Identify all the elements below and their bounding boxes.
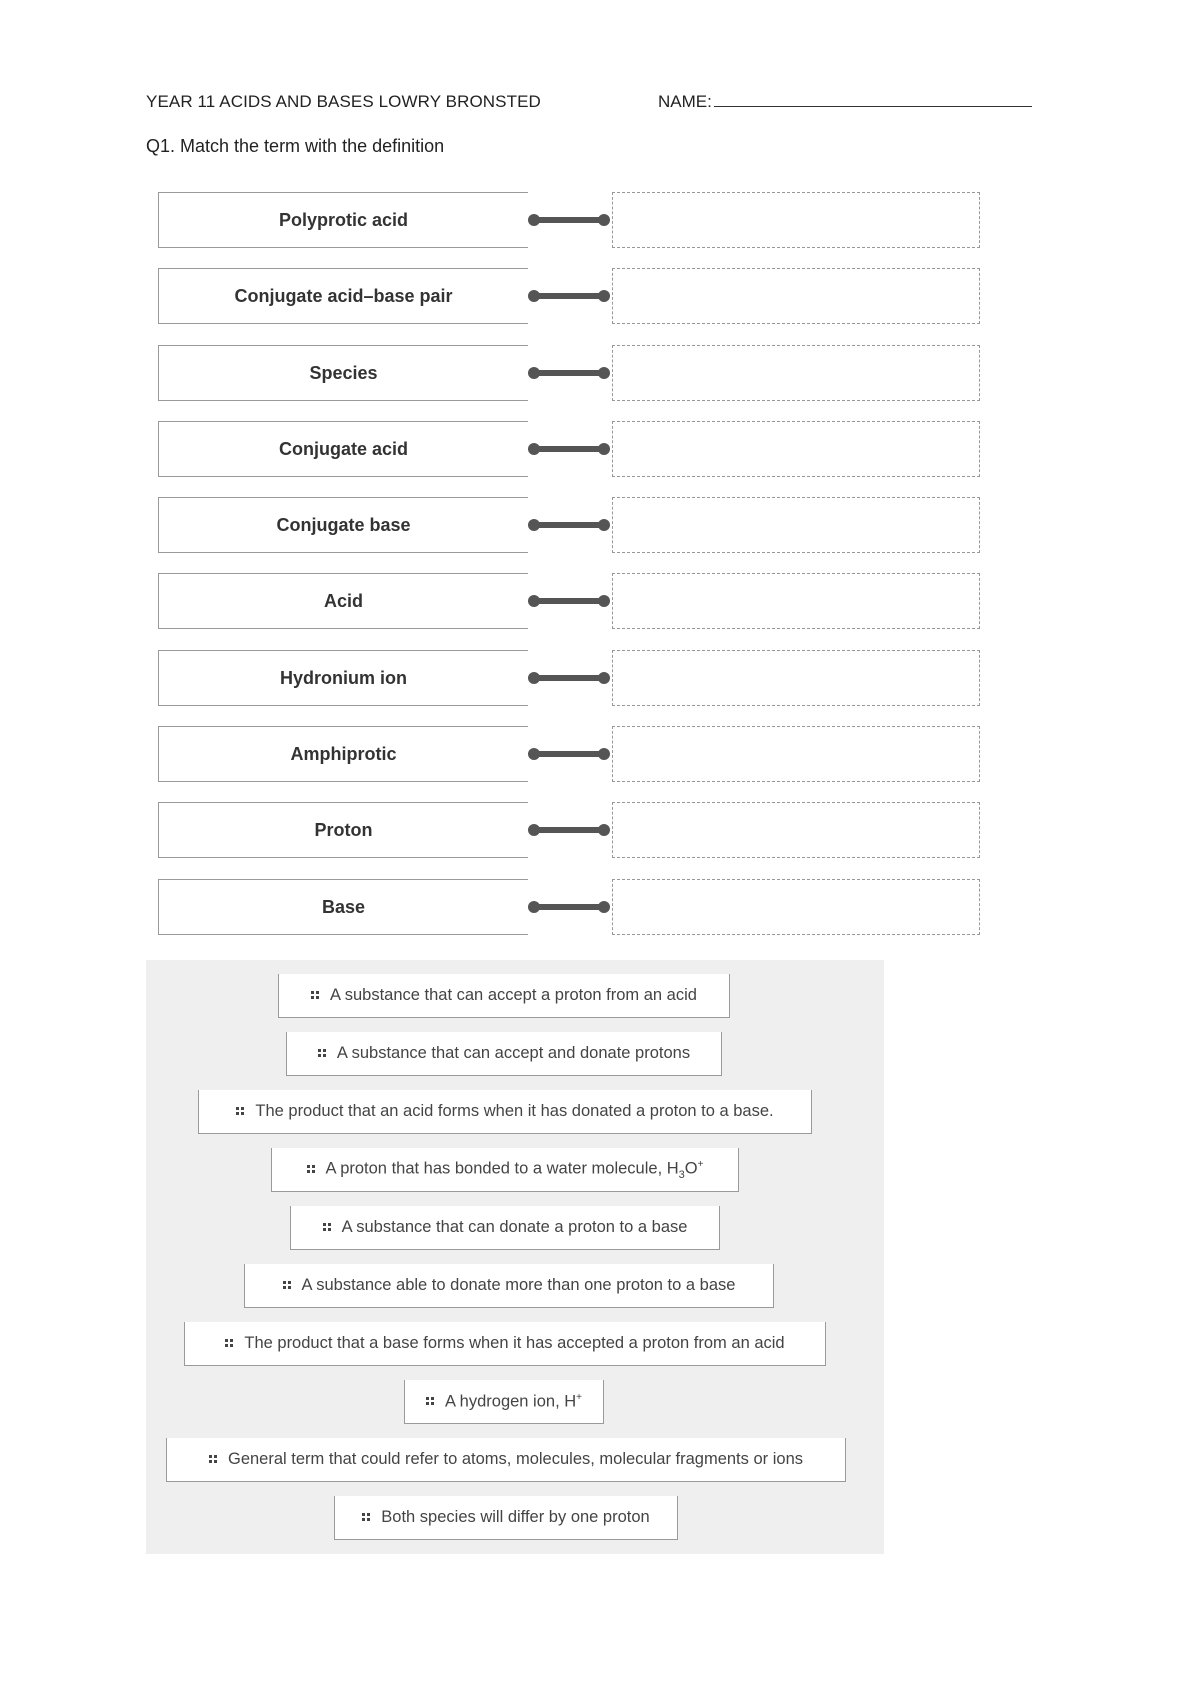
term-label: Hydronium ion <box>280 667 407 688</box>
answer-text: General term that could refer to atoms, molecules, molecular fragments or ions <box>228 1450 803 1468</box>
drag-handle-icon[interactable] <box>323 1223 332 1232</box>
drop-target[interactable] <box>612 497 980 553</box>
connector-dot-right <box>598 672 610 684</box>
drag-handle-icon[interactable] <box>236 1107 245 1116</box>
drag-handle-icon[interactable] <box>307 1165 316 1174</box>
connector-handle[interactable] <box>528 823 610 837</box>
connector-bar <box>534 217 604 223</box>
drop-target[interactable] <box>612 879 980 935</box>
answer-chip[interactable] <box>286 1032 722 1076</box>
connector-dot-right <box>598 824 610 836</box>
drag-handle-icon[interactable] <box>283 1281 292 1290</box>
answer-chip[interactable] <box>166 1438 846 1482</box>
term-box <box>158 192 528 248</box>
drop-target[interactable] <box>612 345 980 401</box>
connector-handle[interactable] <box>528 747 610 761</box>
term-box <box>158 726 528 782</box>
term-label: Amphiprotic <box>290 743 397 764</box>
term-box <box>158 268 528 324</box>
drag-handle-icon[interactable] <box>311 991 320 1000</box>
connector-dot-right <box>598 290 610 302</box>
connector-dot-right <box>598 901 610 913</box>
term-box <box>158 345 528 401</box>
answer-bank <box>146 960 884 1554</box>
name-line[interactable] <box>714 92 1032 107</box>
connector-dot-right <box>598 519 610 531</box>
answer-chip[interactable] <box>334 1496 678 1540</box>
drop-target[interactable] <box>612 573 980 629</box>
name-field[interactable] <box>658 92 1032 112</box>
connector-handle[interactable] <box>528 900 610 914</box>
connector-dot-right <box>598 443 610 455</box>
answer-chip[interactable] <box>404 1380 604 1424</box>
answer-chip[interactable] <box>271 1148 739 1192</box>
answer-chip[interactable] <box>290 1206 720 1250</box>
connector-bar <box>534 904 604 910</box>
answer-text: The product that a base forms when it has accepted a proton from an acid <box>244 1334 785 1352</box>
drop-target[interactable] <box>612 650 980 706</box>
drop-target[interactable] <box>612 802 980 858</box>
connector-bar <box>534 446 604 452</box>
term-label: Acid <box>323 590 363 611</box>
connector-bar <box>534 598 604 604</box>
answer-text: A substance able to donate more than one proton to a base <box>301 1276 736 1294</box>
connector-dot-right <box>598 214 610 226</box>
connector-dot-right <box>598 595 610 607</box>
term-label: Proton <box>314 819 373 840</box>
drag-handle-icon[interactable] <box>225 1339 234 1348</box>
answer-chip[interactable] <box>184 1322 826 1366</box>
answer-text: A substance that can donate a proton to a base <box>341 1218 688 1236</box>
connector-handle[interactable] <box>528 518 610 532</box>
connector-handle[interactable] <box>528 594 610 608</box>
drag-handle-icon[interactable] <box>209 1455 218 1464</box>
term-box <box>158 497 528 553</box>
connector-handle[interactable] <box>528 213 610 227</box>
answer-text: Both species will differ by one proton <box>381 1508 650 1526</box>
answer-chip[interactable] <box>278 974 730 1018</box>
term-label: Polyprotic acid <box>278 209 409 230</box>
worksheet-title: YEAR 11 ACIDS AND BASES LOWRY BRONSTED <box>146 92 541 111</box>
connector-dot-right <box>598 367 610 379</box>
answer-chip[interactable] <box>244 1264 774 1308</box>
drag-handle-icon[interactable] <box>362 1513 371 1522</box>
connector-bar <box>534 751 604 757</box>
drop-target[interactable] <box>612 421 980 477</box>
drop-target[interactable] <box>612 726 980 782</box>
term-box <box>158 421 528 477</box>
term-box <box>158 650 528 706</box>
connector-bar <box>534 675 604 681</box>
connector-bar <box>534 522 604 528</box>
answer-text: A substance that can accept a proton from an acid <box>330 986 697 1004</box>
connector-handle[interactable] <box>528 366 610 380</box>
connector-handle[interactable] <box>528 671 610 685</box>
term-label: Species <box>309 362 378 383</box>
answer-text: A substance that can accept and donate protons <box>336 1044 691 1062</box>
connector-handle[interactable] <box>528 442 610 456</box>
answer-text: The product that an acid forms when it has donated a proton to a base. <box>255 1102 774 1120</box>
connector-bar <box>534 827 604 833</box>
connector-handle[interactable] <box>528 289 610 303</box>
question-text: Q1. Match the term with the definition <box>146 136 445 156</box>
drag-handle-icon[interactable] <box>426 1397 435 1406</box>
answer-text: A hydrogen ion, H+ <box>444 1391 582 1411</box>
term-box <box>158 802 528 858</box>
drop-target[interactable] <box>612 268 980 324</box>
answer-text: A proton that has bonded to a water molecule, $H_3O^+$ <box>325 1158 704 1181</box>
term-label: Base <box>321 896 366 917</box>
connector-bar <box>534 370 604 376</box>
connector-bar <box>534 293 604 299</box>
term-label: Conjugate base <box>276 514 411 535</box>
term-label: Conjugate acid <box>278 438 408 459</box>
term-label: Conjugate acid–base pair <box>234 285 453 306</box>
connector-dot-right <box>598 748 610 760</box>
drag-handle-icon[interactable] <box>318 1049 327 1058</box>
drop-target[interactable] <box>612 192 980 248</box>
term-box <box>158 573 528 629</box>
answer-chip[interactable] <box>198 1090 812 1134</box>
term-box <box>158 879 528 935</box>
name-label: NAME: <box>658 92 712 111</box>
